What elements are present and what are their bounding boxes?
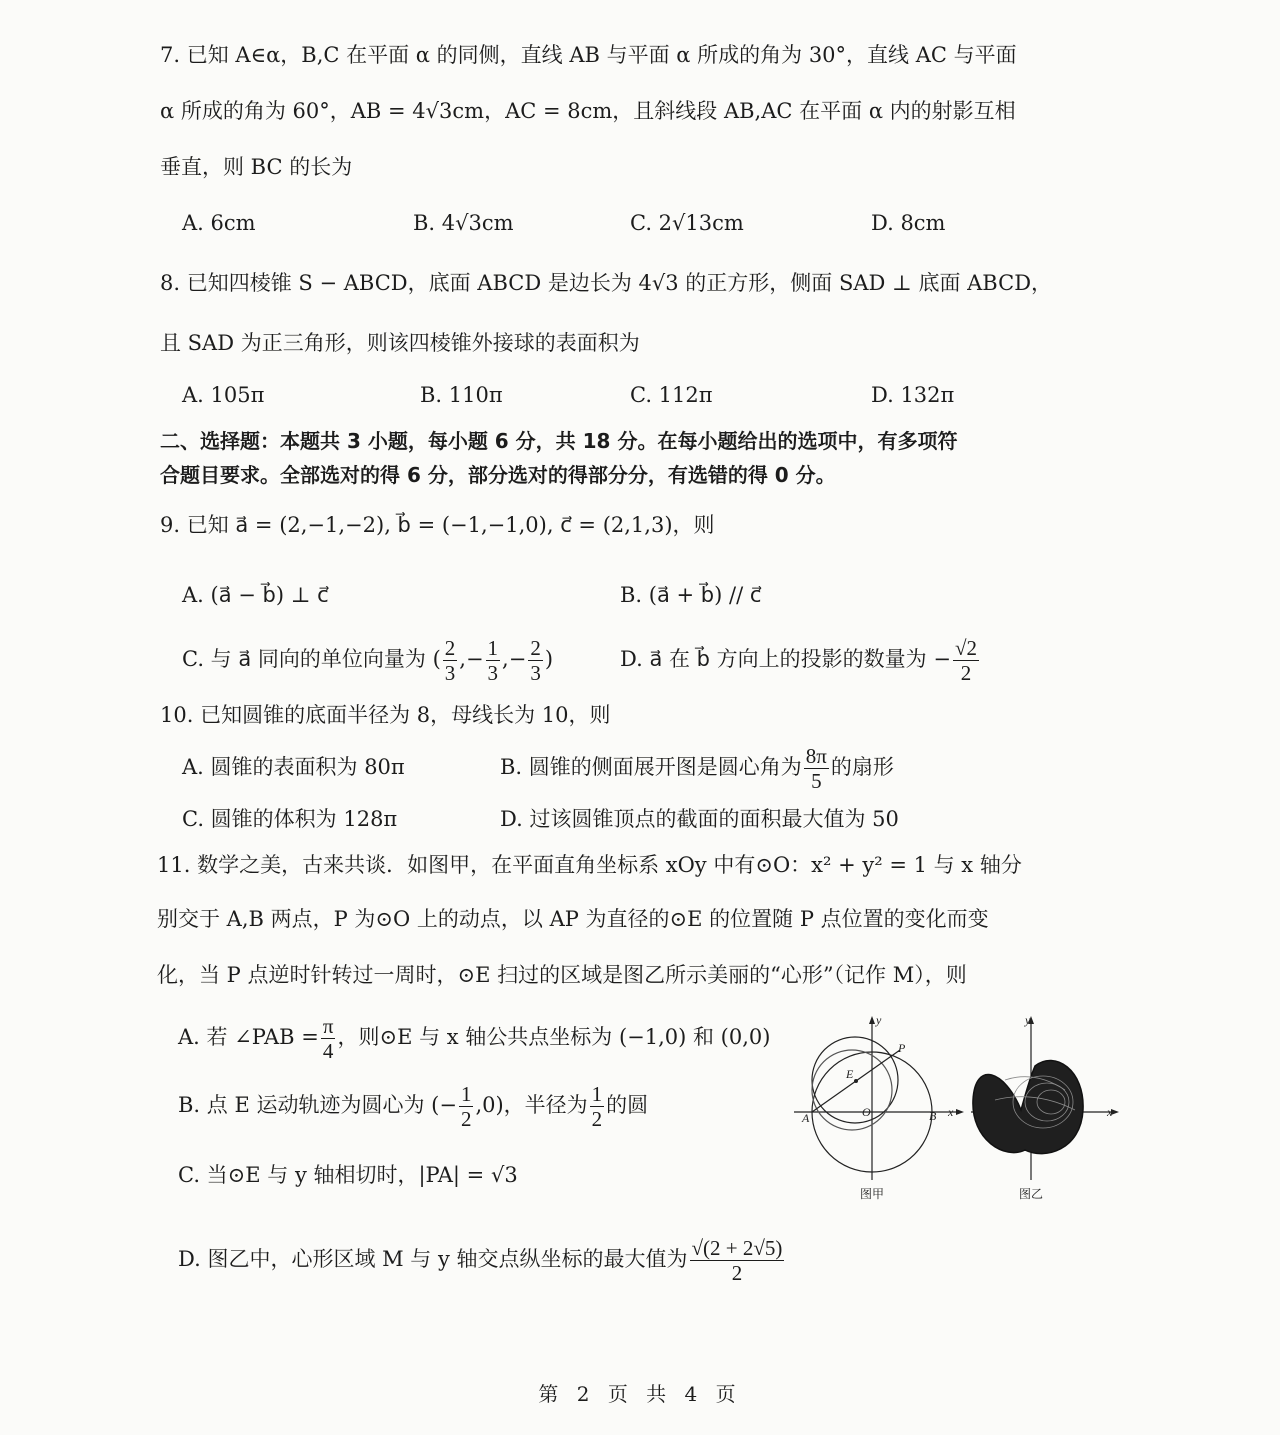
separator: ,− (459, 647, 484, 671)
numerator: 2 (444, 636, 456, 660)
q11-line1: 11. 数学之美，古来共谈．如图甲，在平面直角坐标系 xOy 中有⊙O：x² + y² = 1 与 x 轴分 (157, 853, 1022, 877)
fraction (528, 636, 543, 685)
y-arrow (869, 1016, 875, 1024)
q7-option-d: D. 8cm (871, 211, 946, 235)
q11-option-a (178, 1014, 770, 1063)
q11-a-suffix: ，则⊙E 与 x 轴公共点坐标为 (−1,0) 和 (0,0) (337, 1025, 771, 1049)
q11-option-d (178, 1236, 786, 1285)
x-arrow (956, 1109, 964, 1115)
q8-line1: 8. 已知四棱锥 S − ABCD，底面 ABCD 是边长为 4√3 的正方形，侧面 SAD ⊥ 底面 ABCD， (160, 271, 1053, 295)
y-label: y (876, 1013, 882, 1027)
q8-line2: 且 SAD 为正三角形，则该四棱锥外接球的表面积为 (160, 331, 640, 355)
q11-b-middle: ,0)，半径为 (475, 1093, 588, 1117)
denominator: 4 (322, 1039, 334, 1063)
q9-option-c (182, 636, 553, 685)
q10-stem: 10. 已知圆锥的底面半径为 8，母线长为 10，则 (160, 703, 611, 727)
numerator: √(2 + 2√5) (691, 1236, 783, 1260)
q8-option-a: A. 105π (182, 383, 265, 407)
y-label: y (1025, 1013, 1031, 1027)
denominator: 2 (731, 1261, 743, 1285)
denominator: 2 (591, 1107, 603, 1131)
q7-option-a: A. 6cm (182, 211, 256, 235)
numerator: 1 (487, 636, 499, 660)
x-label: x (948, 1105, 954, 1119)
circle-e-alt (812, 1050, 892, 1130)
label-a: A (802, 1111, 810, 1125)
q9-c-prefix: C. 与 a⃗ 同向的单位向量为 ( (182, 647, 441, 671)
q11-b-suffix: 的圆 (606, 1093, 649, 1117)
q7-option-c: C. 2√13cm (630, 211, 744, 235)
fraction (953, 636, 979, 685)
numerator: π (322, 1014, 334, 1038)
fraction (443, 636, 458, 685)
numerator: 2 (530, 636, 541, 660)
numerator: √2 (954, 636, 977, 660)
q8-option-c: C. 112π (630, 383, 713, 407)
q11-d-prefix: D. 图乙中，心形区域 M 与 y 轴交点纵坐标的最大值为 (178, 1247, 688, 1271)
q9-d-prefix: D. a⃗ 在 b⃗ 方向上的投影的数量为 − (620, 647, 951, 671)
denominator: 2 (960, 661, 972, 685)
fraction (459, 1082, 474, 1131)
fraction (321, 1014, 336, 1063)
fraction (486, 636, 501, 685)
denominator: 5 (811, 769, 822, 793)
label-b: B (929, 1109, 937, 1123)
q7-line2: α 所成的角为 60°，AB = 4√3cm，AC = 8cm，且斜线段 AB,AC 在平面 α 内的射影互相 (160, 99, 1016, 123)
q8-option-d: D. 132π (871, 383, 955, 407)
section2-heading-line2: 合题目要求。全部选对的得 6 分，部分选对的得部分分，有选错的得 0 分。 (160, 463, 836, 487)
fraction (590, 1082, 605, 1131)
q10-option-b (500, 744, 894, 793)
denominator: 3 (487, 661, 499, 685)
q10-option-d: D. 过该圆锥顶点的截面的面积最大值为 50 (500, 807, 899, 831)
denominator: 2 (460, 1107, 472, 1131)
x-label: x (1107, 1105, 1113, 1119)
label-p: P (898, 1041, 906, 1055)
separator: ,− (502, 647, 527, 671)
fraction (804, 744, 829, 793)
q11-option-c: C. 当⊙E 与 y 轴相切时，|PA| = √3 (178, 1163, 518, 1187)
q11-line2: 别交于 A,B 两点，P 为⊙O 上的动点，以 AP 为直径的⊙E 的位置随 P 点位置的变化而变 (157, 907, 989, 931)
q7-line1: 7. 已知 A∈α，B,C 在平面 α 的同侧，直线 AB 与平面 α 所成的角为 30°，直线 AC 与平面 (160, 43, 1017, 67)
q10-option-c: C. 圆锥的体积为 128π (182, 807, 398, 831)
q7-line3: 垂直，则 BC 的长为 (160, 155, 353, 179)
q11-a-prefix: A. 若 ∠PAB = (178, 1025, 319, 1049)
caption-yi: 图乙 (1019, 1187, 1044, 1201)
numerator: 1 (460, 1082, 472, 1106)
suffix: ) (544, 647, 554, 671)
fraction (690, 1236, 785, 1285)
denominator: 3 (444, 661, 456, 685)
q9-option-b: B. (a⃗ + b⃗) // c⃗ (620, 583, 762, 607)
label-o: O (862, 1105, 871, 1119)
q11-line3: 化，当 P 点逆时针转过一周时，⊙E 扫过的区域是图乙所示美丽的“心形”（记作 M），则 (157, 963, 967, 987)
page-footer: 第 2 页 共 4 页 (538, 1382, 742, 1406)
q11-b-prefix: B. 点 E 运动轨迹为圆心为 (− (178, 1093, 457, 1117)
q9-option-a: A. (a⃗ − b⃗) ⊥ c⃗ (182, 583, 329, 607)
q9-stem: 9. 已知 a⃗ = (2,−1,−2), b⃗ = (−1,−1,0), c⃗ = (2,1,3)，则 (160, 513, 715, 537)
q9-option-d (620, 636, 981, 685)
heart-region-m (973, 1060, 1083, 1153)
q11-option-b (178, 1082, 648, 1131)
numerator: 1 (591, 1082, 603, 1106)
q10-b-suffix: 的扇形 (830, 755, 894, 779)
label-e: E (846, 1067, 854, 1081)
q8-option-b: B. 110π (420, 383, 503, 407)
section2-heading-line1: 二、选择题：本题共 3 小题，每小题 6 分，共 18 分。在每小题给出的选项中，有多项符 (160, 429, 958, 453)
numerator: 8π (805, 744, 827, 768)
denominator: 3 (530, 661, 541, 685)
figure-jia (790, 1010, 970, 1210)
q10-b-prefix: B. 圆锥的侧面展开图是圆心角为 (500, 755, 802, 779)
point-e (854, 1079, 858, 1083)
figure-yi (965, 1010, 1125, 1210)
q10-option-a: A. 圆锥的表面积为 80π (182, 755, 405, 779)
q7-option-b: B. 4√3cm (413, 211, 514, 235)
caption-jia: 图甲 (860, 1187, 885, 1201)
